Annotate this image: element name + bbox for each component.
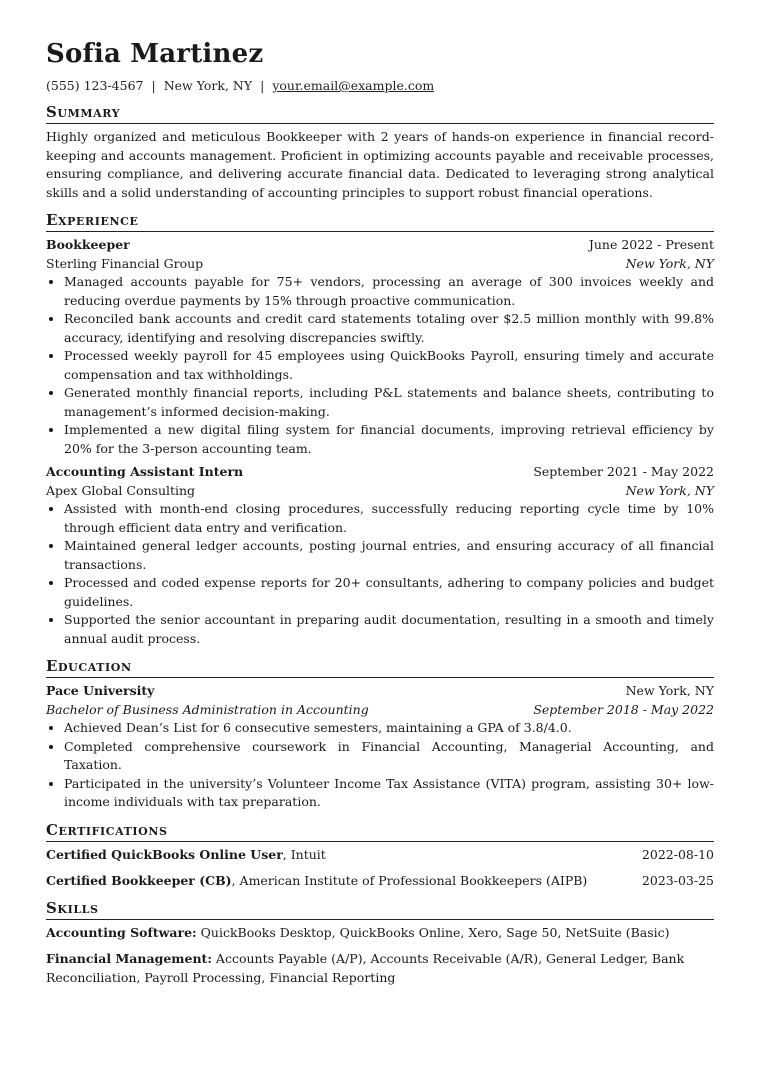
skill-label: Accounting Software: xyxy=(46,924,197,940)
phone-number: (555) 123-4567 xyxy=(46,78,144,93)
certification-date: 2022-08-10 xyxy=(641,846,714,862)
job-header-row xyxy=(46,236,714,255)
contact-separator: | xyxy=(151,78,156,93)
certification-name: Certified Bookkeeper (CB) xyxy=(46,872,232,888)
school-location: New York, NY xyxy=(625,683,714,698)
section-title-certifications: Certifications xyxy=(46,821,714,842)
summary-text: Highly organized and meticulous Bookkeeper with 2 years of hands-on experience in financial record-keeping and accounts management. Proficient in optimizing accounts payable and receivable processes, ensuring compliance, and delivering accurate financial data. Dedicated to leveraging strong analytical skills and a solid understanding of accounting principles to support robust financial operations. xyxy=(46,129,714,200)
list-item: • Completed comprehensive coursework in Financial Accounting, Managerial Accounting, and Taxation. xyxy=(64,738,714,775)
job-company: Apex Global Consulting xyxy=(46,482,196,498)
job-bullets xyxy=(46,273,714,458)
candidate-name: Sofia Martinez xyxy=(46,39,264,69)
certification-name: Certified QuickBooks Online User xyxy=(46,846,283,862)
location-text: New York, NY xyxy=(163,78,253,93)
certification-date: 2023-03-25 xyxy=(641,872,714,888)
job-company-row xyxy=(46,255,714,274)
skill-row xyxy=(46,924,714,943)
certification-issuer: , Intuit xyxy=(282,846,326,862)
education-entry xyxy=(46,682,714,812)
contact-line xyxy=(46,78,714,94)
list-item: • Managed accounts payable for 75+ vendors, processing an average of 300 invoices weekly and reducing overdue payments by 15% through proactive communication. xyxy=(64,273,714,310)
job-entry xyxy=(46,236,714,458)
list-item: • Achieved Dean’s List for 6 consecutive semesters, maintaining a GPA of 3.8/4.0. xyxy=(64,719,714,738)
job-role: Bookkeeper xyxy=(46,237,130,252)
list-item: • Maintained general ledger accounts, posting journal entries, and ensuring accuracy of all financial transactions. xyxy=(64,537,714,574)
school-name: Pace University xyxy=(46,683,155,698)
job-company: Sterling Financial Group xyxy=(46,255,204,271)
job-header-row xyxy=(46,463,714,482)
job-location: New York, NY xyxy=(625,482,714,498)
degree-name: Bachelor of Business Administration in Accounting xyxy=(46,701,369,717)
list-item: • Implemented a new digital filing system for financial documents, improving retrieval efficiency by 20% for the 3-person accounting team. xyxy=(64,421,714,458)
skill-label: Financial Management: xyxy=(46,951,212,966)
job-location: New York, NY xyxy=(625,255,714,271)
job-company-row xyxy=(46,482,714,501)
skill-row xyxy=(46,950,714,987)
education-degree-row xyxy=(46,701,714,720)
list-item: • Processed weekly payroll for 45 employees using QuickBooks Payroll, ensuring timely and accurate compensation and tax withholdings. xyxy=(64,347,714,384)
certification-issuer: , American Institute of Professional Bookkeepers (AIPB) xyxy=(231,872,588,888)
education-dates: September 2018 - May 2022 xyxy=(533,701,714,717)
skill-value: QuickBooks Desktop, QuickBooks Online, Xero, Sage 50, NetSuite (Basic) xyxy=(196,924,670,940)
job-dates: September 2021 - May 2022 xyxy=(533,464,714,479)
job-role: Accounting Assistant Intern xyxy=(46,464,244,479)
skill-value: Accounts Payable (A/P), Accounts Receivable (A/R), General Ledger, Bank Reconciliation, Payroll Processing, Financial Reporting xyxy=(46,951,685,985)
certification-row xyxy=(46,846,714,864)
section-title-experience: Experience xyxy=(46,211,714,232)
job-bullets xyxy=(46,500,714,648)
list-item: • Processed and coded expense reports for 20+ consultants, adhering to company policies and budget guidelines. xyxy=(64,574,714,611)
education-bullets xyxy=(46,719,714,812)
list-item: • Generated monthly financial reports, including P&L statements and balance sheets, contributing to management’s informed decision-making. xyxy=(64,384,714,421)
education-header-row xyxy=(46,682,714,701)
contact-separator: | xyxy=(260,78,265,93)
list-item: • Supported the senior accountant in preparing audit documentation, resulting in a smooth and timely annual audit process. xyxy=(64,611,714,648)
list-item: • Assisted with month-end closing procedures, successfully reducing reporting cycle time by 10% through efficient data entry and verification. xyxy=(64,500,714,537)
job-dates: June 2022 - Present xyxy=(588,237,714,252)
certification-row xyxy=(46,872,714,890)
list-item: • Reconciled bank accounts and credit card statements totaling over $2.5 million monthly with 99.8% accuracy, identifying and resolving discrepancies swiftly. xyxy=(64,310,714,347)
job-entry xyxy=(46,463,714,648)
email-link[interactable]: your.email@example.com xyxy=(272,78,435,93)
section-title-skills: Skills xyxy=(46,899,714,920)
section-title-education: Education xyxy=(46,657,714,678)
section-title-summary: Summary xyxy=(46,103,714,124)
list-item: • Participated in the university’s Volunteer Income Tax Assistance (VITA) program, assisting 30+ low-income individuals with tax preparation. xyxy=(64,775,714,812)
